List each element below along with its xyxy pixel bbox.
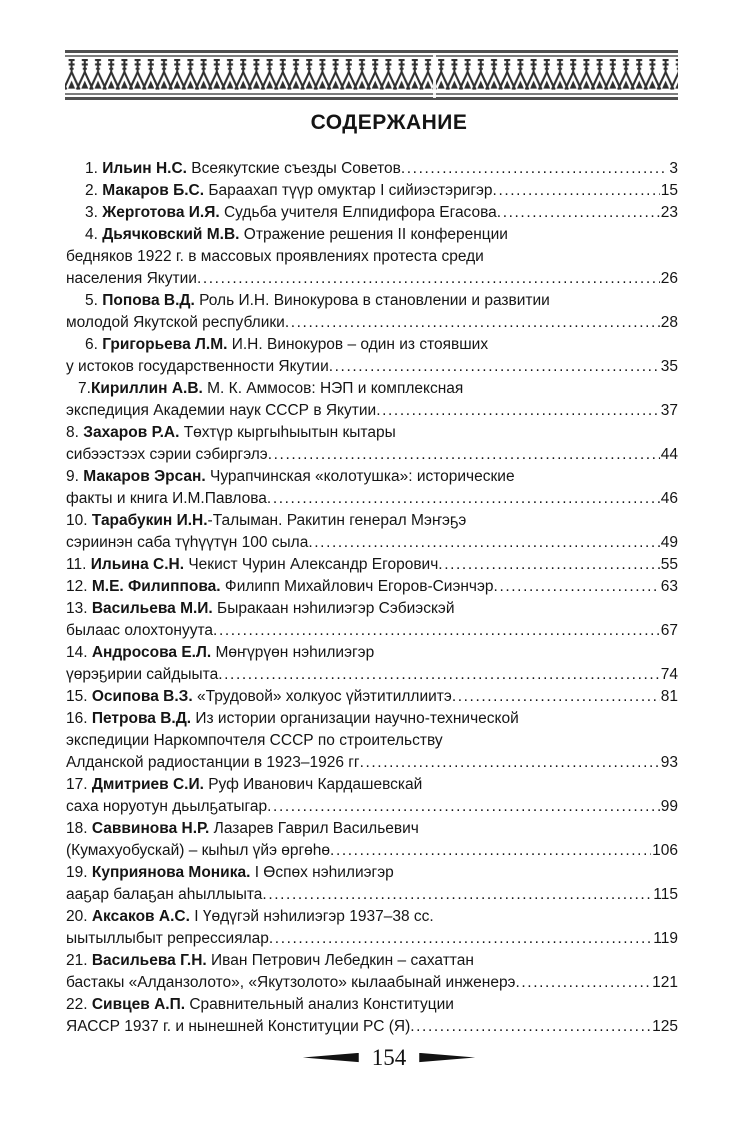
toc-author: Васильева М.И. [91, 600, 213, 617]
dot-leader [268, 444, 660, 466]
toc-title-text: I Өспөх нэһилиэгэр [250, 864, 394, 881]
toc-page-number: 99 [660, 798, 678, 815]
toc-line [66, 752, 678, 774]
toc-title-text: ыытыллыбыт репрессиялар [66, 930, 269, 947]
toc-page-number: 37 [660, 402, 678, 419]
toc-page-number: 67 [660, 622, 678, 639]
toc-author: Аксаков А.С. [91, 908, 190, 925]
toc-line-text [66, 356, 329, 378]
toc-title-text: 13. [66, 600, 92, 617]
toc-page-number: 121 [652, 974, 678, 991]
toc-title-text: Руф Иванович Кардашевскай [203, 776, 423, 793]
toc-entry [66, 290, 678, 334]
toc-author: Жерготова И.Я. [102, 204, 220, 221]
toc-title-text: сэриинэн саба түһүүтүн 100 сыла [66, 534, 309, 551]
toc-entry [66, 774, 678, 818]
toc-title-text: Судьба учителя Елпидифора Егасова [219, 204, 497, 221]
toc-page-number: 93 [660, 754, 678, 771]
toc-page-number: 115 [653, 886, 678, 903]
toc-title-text: 6. [85, 336, 103, 353]
toc-line-text [66, 1016, 410, 1038]
toc-author: Кириллин А.В. [90, 380, 203, 397]
toc-page-number: 44 [660, 446, 678, 463]
toc-title-text: Алданской радиостанции в 1923–1926 гг [66, 754, 360, 771]
toc-line-text [85, 180, 493, 202]
toc-author: Григорьева Л.М. [102, 336, 228, 353]
toc-title-text: экспедиции Наркомпочтеля СССР по строительству [66, 732, 443, 749]
toc-title-text: Из истории организации научно-технической [191, 710, 519, 727]
dot-leader [329, 356, 660, 378]
toc-line-text [66, 468, 515, 485]
toc-title-text: Чекист Чурин Александр Егорович [184, 556, 439, 573]
toc-entry [66, 994, 678, 1038]
toc-line-text [66, 884, 262, 906]
toc-line-text [66, 710, 519, 727]
toc-page-number: 35 [660, 358, 678, 375]
toc-line-text [66, 424, 396, 441]
toc-entry [66, 378, 678, 422]
toc-line [66, 246, 678, 268]
dot-leader [218, 664, 660, 686]
ornament-seam [433, 54, 436, 98]
toc-line [66, 686, 678, 708]
toc-title-text: «Трудовой» холкуос үйэтитиллиитэ [192, 688, 452, 705]
toc-title-text: бедняков 1922 г. в массовых проявлениях протеста среди [66, 248, 484, 265]
toc-line [66, 620, 678, 642]
toc-line-text [66, 928, 269, 950]
toc-title-text: 19. [66, 864, 92, 881]
toc-line-text [66, 512, 466, 529]
dot-leader [515, 972, 651, 994]
ornament-rule-bottom-thin [65, 93, 678, 95]
toc-title-text: 3. [85, 204, 103, 221]
right-tapered-arrow-icon [419, 1053, 475, 1063]
dot-leader [267, 796, 660, 818]
toc-title-text: Отражение решения II конференции [239, 226, 508, 243]
toc-line [66, 576, 678, 598]
toc-line-text [85, 336, 488, 353]
toc-line-text [66, 400, 376, 422]
toc-author: Ильин Н.С. [102, 160, 187, 177]
toc-line-text [66, 820, 419, 837]
toc-title-text: Быракаан нэһилиэгэр Сэбиэскэй [212, 600, 455, 617]
toc-line-text [66, 312, 285, 334]
toc-page-number: 81 [660, 688, 678, 705]
toc-author: Андросова Е.Л. [91, 644, 212, 661]
toc-title-text: 16. [66, 710, 92, 727]
toc-line-text [66, 908, 434, 925]
toc-entry [66, 576, 678, 598]
yakut-pawn-ornament-icon [65, 59, 678, 93]
toc-line [66, 444, 678, 466]
toc-page-number: 15 [660, 182, 678, 199]
dot-leader [267, 488, 660, 510]
toc-title-text: И.Н. Винокуров – один из стоявших [227, 336, 489, 353]
toc-line [66, 400, 678, 422]
toc-title-text: 21. [66, 952, 92, 969]
ornament-rule-top-thick [65, 50, 678, 53]
toc-author: Осипова В.З. [91, 688, 193, 705]
toc-line [66, 1016, 678, 1038]
toc-page-number: 49 [660, 534, 678, 551]
toc-line-text [66, 996, 454, 1013]
toc-line [66, 862, 678, 884]
toc-line-text [66, 620, 213, 642]
toc-entry [66, 334, 678, 378]
toc-line-text [66, 554, 438, 576]
toc-entry [66, 202, 678, 224]
toc-title-text: Чурапчинская «колотушка»: исторические [205, 468, 515, 485]
toc-line [66, 378, 678, 400]
toc-line-text [66, 776, 422, 793]
toc-line [66, 334, 678, 356]
toc-line [66, 598, 678, 620]
toc-line [66, 422, 678, 444]
toc-title-text: Роль И.Н. Винокурова в становлении и развитии [194, 292, 550, 309]
toc-line [66, 158, 678, 180]
toc-line-text [78, 380, 463, 397]
toc-line-text [66, 952, 474, 969]
toc-title-text: 10. [66, 512, 92, 529]
toc-line-text [85, 226, 508, 243]
toc-entry [66, 906, 678, 950]
dot-leader [360, 752, 660, 774]
toc-entry [66, 642, 678, 686]
toc-title-text: Мөҥүрүөн нэһилиэгэр [211, 644, 375, 661]
toc-title-text: 20. [66, 908, 92, 925]
page-footer [18, 1046, 742, 1069]
toc-title-text: 14. [66, 644, 92, 661]
toc-entry [66, 818, 678, 862]
toc-line-text [66, 796, 267, 818]
dot-leader [376, 400, 660, 422]
toc-entry [66, 862, 678, 906]
toc-title-text: бастакы «Алданзолото», «Якутзолото» кылаабынай инженерэ [66, 974, 516, 991]
toc-author: Куприянова Моника. [91, 864, 251, 881]
ornament-rule-bottom-thick [65, 97, 678, 100]
toc-entry [66, 422, 678, 466]
toc-line-text [66, 600, 455, 617]
toc-title-text: былаас олохтонуута [66, 622, 214, 639]
toc-title-text: экспедиция Академии наук СССР в Якутии [66, 402, 377, 419]
toc-title-text: у истоков государственности Якутии [66, 358, 329, 375]
toc-page-number: 46 [660, 490, 678, 507]
toc-line [66, 356, 678, 378]
toc-title-text: 17. [66, 776, 92, 793]
toc-line [66, 488, 678, 510]
toc-line [66, 796, 678, 818]
toc-author: Ильина С.Н. [90, 556, 185, 573]
toc-page-number: 26 [660, 270, 678, 287]
dot-leader [213, 620, 660, 642]
toc-line [66, 708, 678, 730]
toc-title-text: 1. [85, 160, 103, 177]
toc-line [66, 840, 678, 862]
toc-title-text: Бараахап түүр омуктар I сийиэстэригэр [204, 182, 493, 199]
toc-entry [66, 950, 678, 994]
toc-line-text [66, 268, 197, 290]
toc-title-text: Всеякутские съезды Советов [186, 160, 401, 177]
toc-line [66, 642, 678, 664]
ornament-rule-top-thin [65, 55, 678, 57]
toc-page-number: 3 [669, 160, 678, 177]
toc-line-text [66, 732, 443, 749]
toc-title-text: 7. [78, 380, 91, 397]
toc-author: Саввинова Н.Р. [91, 820, 210, 837]
toc-title-text: населения Якутии [66, 270, 197, 287]
toc-title-text: I Үөдүгэй нэһилиэгэр 1937–38 сс. [189, 908, 434, 925]
toc-title-text: саха норуотун дьылҕатыгар [66, 798, 268, 815]
toc-author: Макаров Б.С. [102, 182, 205, 199]
toc-title-text: факты и книга И.М.Павлова [66, 490, 267, 507]
dot-leader [452, 686, 660, 708]
toc-line-text [66, 576, 494, 598]
toc-author: Сивцев А.П. [91, 996, 186, 1013]
toc-line [66, 466, 678, 488]
toc-title-text: 5. [85, 292, 103, 309]
toc-title-text: Иван Петрович Лебедкин – сахаттан [206, 952, 474, 969]
left-tapered-arrow-icon [303, 1053, 359, 1063]
toc-line [66, 818, 678, 840]
toc-title-text: Филипп Михайлович Егоров-Сиэнчэр [220, 578, 494, 595]
dot-leader [410, 1016, 651, 1038]
toc-entry [66, 554, 678, 576]
toc-title-text: 9. [66, 468, 84, 485]
toc-author: Макаров Эрсан. [83, 468, 206, 485]
toc-title-text: ааҕар балаҕан аһыллыыта [66, 886, 263, 903]
folio-page-number: 154 [371, 1045, 407, 1070]
toc-page-number: 74 [660, 666, 678, 683]
toc-page-number: 106 [652, 842, 678, 859]
toc-title-text: 11. [66, 556, 91, 573]
toc-title-text: 8. [66, 424, 84, 441]
toc-line-text [85, 158, 401, 180]
toc-line [66, 224, 678, 246]
toc-line [66, 510, 678, 532]
toc-list [66, 158, 678, 1038]
toc-page-number: 55 [660, 556, 678, 573]
toc-page-number: 28 [660, 314, 678, 331]
toc-line-text [85, 202, 497, 224]
toc-line [66, 532, 678, 554]
toc-line [66, 928, 678, 950]
toc-title-text: Сравнительный анализ Конституции [185, 996, 454, 1013]
dot-leader [330, 840, 651, 862]
toc-line-text [85, 292, 550, 309]
toc-title-text: -Талыман. Ракитин генерал Мэҥэҕэ [207, 512, 467, 529]
toc-line-text [66, 488, 267, 510]
toc-title-text: 18. [66, 820, 92, 837]
toc-entry [66, 510, 678, 554]
toc-line-text [66, 644, 374, 661]
toc-page-number: 119 [653, 930, 678, 947]
toc-title-text: ЯАССР 1937 г. и нынешней Конституции РС (Я) [66, 1018, 411, 1035]
toc-page-number: 125 [652, 1018, 678, 1035]
dot-leader [401, 158, 669, 180]
dot-leader [269, 928, 652, 950]
dot-leader [285, 312, 660, 334]
toc-title-text: үөрэҕирии сайдыыта [66, 666, 219, 683]
dot-leader [438, 554, 659, 576]
toc-line [66, 972, 678, 994]
toc-line [66, 312, 678, 334]
toc-author: Дьячковский М.В. [102, 226, 240, 243]
toc-line [66, 884, 678, 906]
toc-title-text: М. К. Аммосов: НЭП и комплексная [202, 380, 464, 397]
toc-author: Петрова В.Д. [91, 710, 192, 727]
toc-line-text [66, 972, 515, 994]
toc-line-text [66, 532, 308, 554]
toc-author: Попова В.Д. [102, 292, 195, 309]
toc-entry [66, 686, 678, 708]
toc-line-text [66, 664, 218, 686]
toc-line [66, 730, 678, 752]
toc-line-text [66, 248, 484, 265]
toc-line-text [66, 864, 394, 881]
dot-leader [494, 576, 660, 598]
toc-title-text: 2. [85, 182, 103, 199]
toc-line [66, 180, 678, 202]
toc-title-text: 4. [85, 226, 103, 243]
toc-author: Тарабукин И.Н. [91, 512, 208, 529]
toc-author: Дмитриев С.И. [91, 776, 204, 793]
toc-line [66, 906, 678, 928]
toc-title-text: Төхтүр кыргыһыытын кытары [179, 424, 396, 441]
toc-entry [66, 466, 678, 510]
toc-page-number: 23 [660, 204, 678, 221]
toc-entry [66, 158, 678, 180]
toc-title-text: Лазарев Гаврил Васильевич [209, 820, 419, 837]
toc-title-text: сибээстээх сэрии сэбиргэлэ [66, 446, 268, 463]
toc-title-text: молодой Якутской республики [66, 314, 285, 331]
toc-line [66, 950, 678, 972]
toc-entry [66, 708, 678, 774]
dot-leader [197, 268, 660, 290]
toc-author: М.Е. Филиппова. [91, 578, 221, 595]
toc-title-text: 22. [66, 996, 92, 1013]
toc-line-text [66, 444, 268, 466]
dot-leader [497, 202, 660, 224]
dot-leader [493, 180, 660, 202]
toc-entry [66, 224, 678, 290]
toc-line [66, 664, 678, 686]
toc-line [66, 554, 678, 576]
ornament-border [65, 50, 678, 100]
toc-author: Захаров Р.А. [83, 424, 180, 441]
toc-line [66, 774, 678, 796]
toc-line-text [66, 840, 330, 862]
toc-page-number: 63 [660, 578, 678, 595]
toc-line-text [66, 686, 452, 708]
dot-leader [262, 884, 652, 906]
toc-line-text [66, 752, 360, 774]
dot-leader [308, 532, 659, 554]
toc-line [66, 994, 678, 1016]
toc-author: Васильева Г.Н. [91, 952, 207, 969]
toc-entry [66, 180, 678, 202]
toc-line [66, 268, 678, 290]
page-title: СОДЕРЖАНИЕ [310, 111, 468, 134]
toc-title-text: 15. [66, 688, 92, 705]
toc-line [66, 202, 678, 224]
toc-line [66, 290, 678, 312]
toc-title-text: 12. [66, 578, 92, 595]
toc-entry [66, 598, 678, 642]
toc-title-text: (Кумахуобускай) – кыһыл үйэ өргөһө [66, 842, 331, 859]
